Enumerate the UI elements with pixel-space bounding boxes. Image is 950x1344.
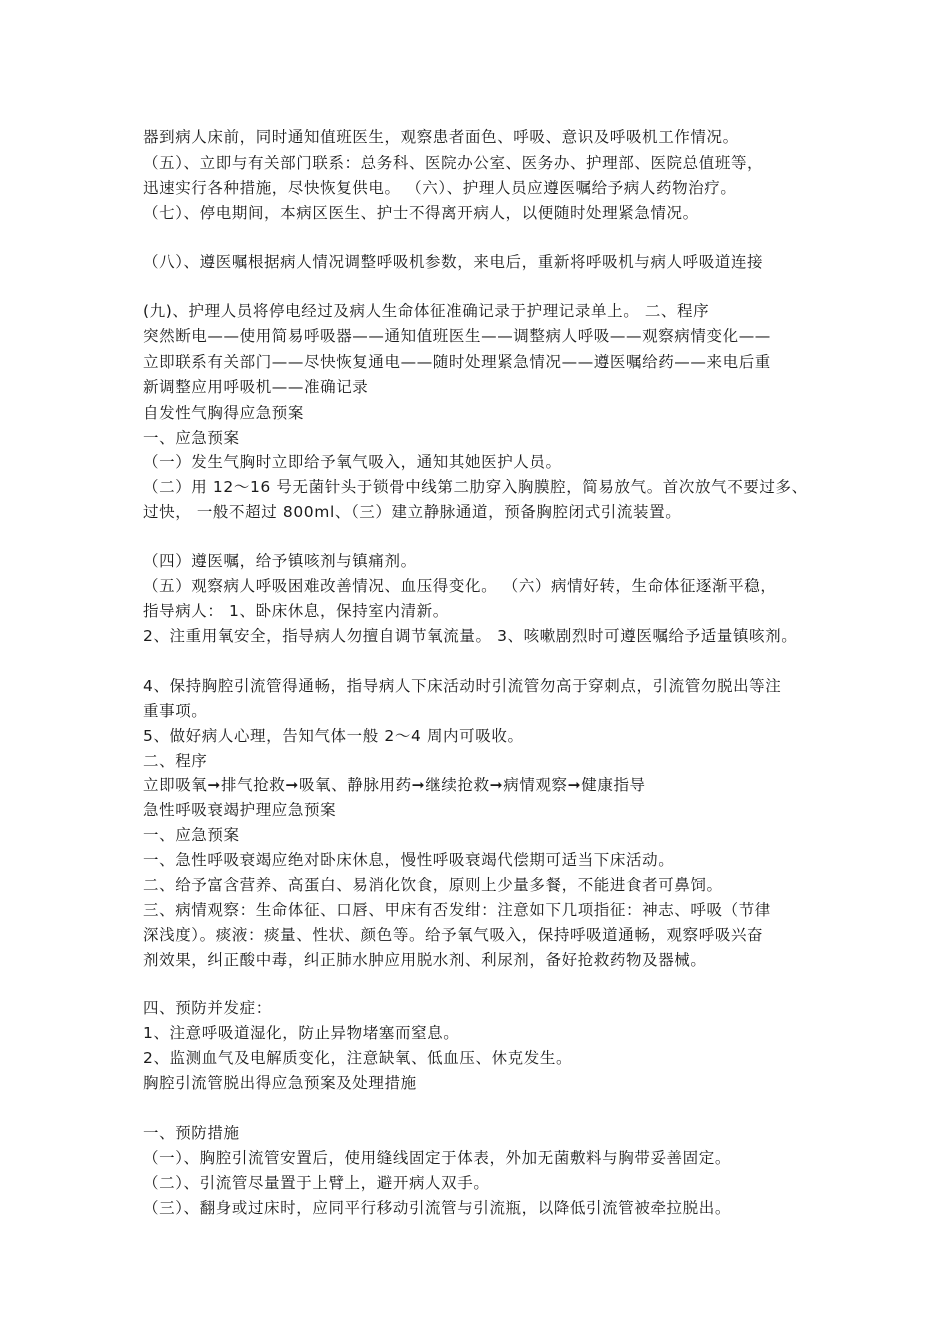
text-line: 2、监测血气及电解质变化，注意缺氧、低血压、休克发生。 [143,1049,573,1067]
text-line: 立即联系有关部门——尽快恢复通电——随时处理紧急情况——遵医嘱给药——来电后重 [143,353,771,371]
text-line: 过快， 一般不超过 800ml、（三）建立静脉通道，预备胸腔闭式引流装置。 [143,503,682,521]
text-line: 重事项。 [143,702,208,720]
subsection-heading: 二、程序 [143,752,208,770]
text-line: 一、急性呼吸衰竭应绝对卧床休息，慢性呼吸衰竭代偿期可适当下床活动。 [143,851,675,869]
text-line: 二、给予富含营养、高蛋白、易消化饮食，原则上少量多餐，不能进食者可鼻饲。 [143,876,723,894]
text-line: （五）观察病人呼吸困难改善情况、血压得变化。 （六）病情好转，生命体征逐渐平稳， [143,577,777,595]
section-heading: 胸腔引流管脱出得应急预案及处理措施 [143,1074,417,1092]
text-line: 新调整应用呼吸机——准确记录 [143,378,369,396]
text-line: （一）、胸腔引流管安置后，使用缝线固定于体表，外加无菌敷料与胸带妥善固定。 [143,1149,731,1167]
text-line: （四）遵医嘱，给予镇咳剂与镇痛剂。 [143,552,417,570]
subsection-heading: 一、预防措施 [143,1124,240,1142]
text-line: 5、做好病人心理，告知气体一般 2～4 周内可吸收。 [143,727,524,745]
text-line: 三、病情观察：生命体征、口唇、甲床有否发绀：注意如下几项指征：神志、呼吸（节律 [143,901,771,919]
text-line: （二）、引流管尽量置于上臂上，避开病人双手。 [143,1174,490,1192]
process-flow: 立即吸氧➞排气抢救➞吸氧、静脉用药➞继续抢救➞病情观察➞健康指导 [143,776,646,794]
subsection-heading: 一、应急预案 [143,429,240,447]
text-line: 深浅度）。痰液：痰量、性状、颜色等。给予氧气吸入，保持呼吸道通畅，观察呼吸兴奋 [143,926,764,944]
text-line: 突然断电——使用简易呼吸器——通知值班医生——调整病人呼吸——观察病情变化—— [143,327,771,345]
text-line: 指导病人： 1、卧床休息，保持室内清新。 [143,602,449,620]
text-line: （七）、停电期间，本病区医生、护士不得离开病人，以便随时处理紧急情况。 [143,204,699,222]
text-line: （五）、立即与有关部门联系：总务科、医院办公室、医务办、护理部、医院总值班等， [143,154,764,172]
section-heading: 急性呼吸衰竭护理应急预案 [143,801,337,819]
subsection-heading: 一、应急预案 [143,826,240,844]
section-heading: 自发性气胸得应急预案 [143,404,305,422]
text-line: 器到病人床前，同时通知值班医生，观察患者面色、呼吸、意识及呼吸机工作情况。 [143,128,739,146]
text-line: 2、注重用氧安全，指导病人勿擅自调节氧流量。 3、咳嗽剧烈时可遵医嘱给予适量镇咳剂。 [143,627,798,645]
text-line: （三）、翻身或过床时，应同平行移动引流管与引流瓶，以降低引流管被牵拉脱出。 [143,1199,731,1217]
subsection-heading: 四、预防并发症： [143,999,272,1017]
text-line: 1、注意呼吸道湿化，防止异物堵塞而窒息。 [143,1024,460,1042]
text-line: （八）、遵医嘱根据病人情况调整呼吸机参数，来电后，重新将呼吸机与病人呼吸道连接 [143,253,764,271]
text-line: （二）用 12～16 号无菌针头于锁骨中线第二肋穿入胸膜腔，简易放气。首次放气不要过多、 [143,478,808,496]
text-line: (九)、护理人员将停电经过及病人生命体征准确记录于护理记录单上。 二、程序 [143,302,710,320]
text-line: 4、保持胸腔引流管得通畅，指导病人下床活动时引流管勿高于穿刺点，引流管勿脱出等注 [143,677,782,695]
text-line: （一）发生气胸时立即给予氧气吸入，通知其她医护人员。 [143,453,562,471]
text-line: 迅速实行各种措施，尽快恢复供电。 （六）、护理人员应遵医嘱给予病人药物治疗。 [143,179,737,197]
text-line: 剂效果，纠正酸中毒，纠正肺水肿应用脱水剂、利尿剂，备好抢救药物及器械。 [143,951,707,969]
